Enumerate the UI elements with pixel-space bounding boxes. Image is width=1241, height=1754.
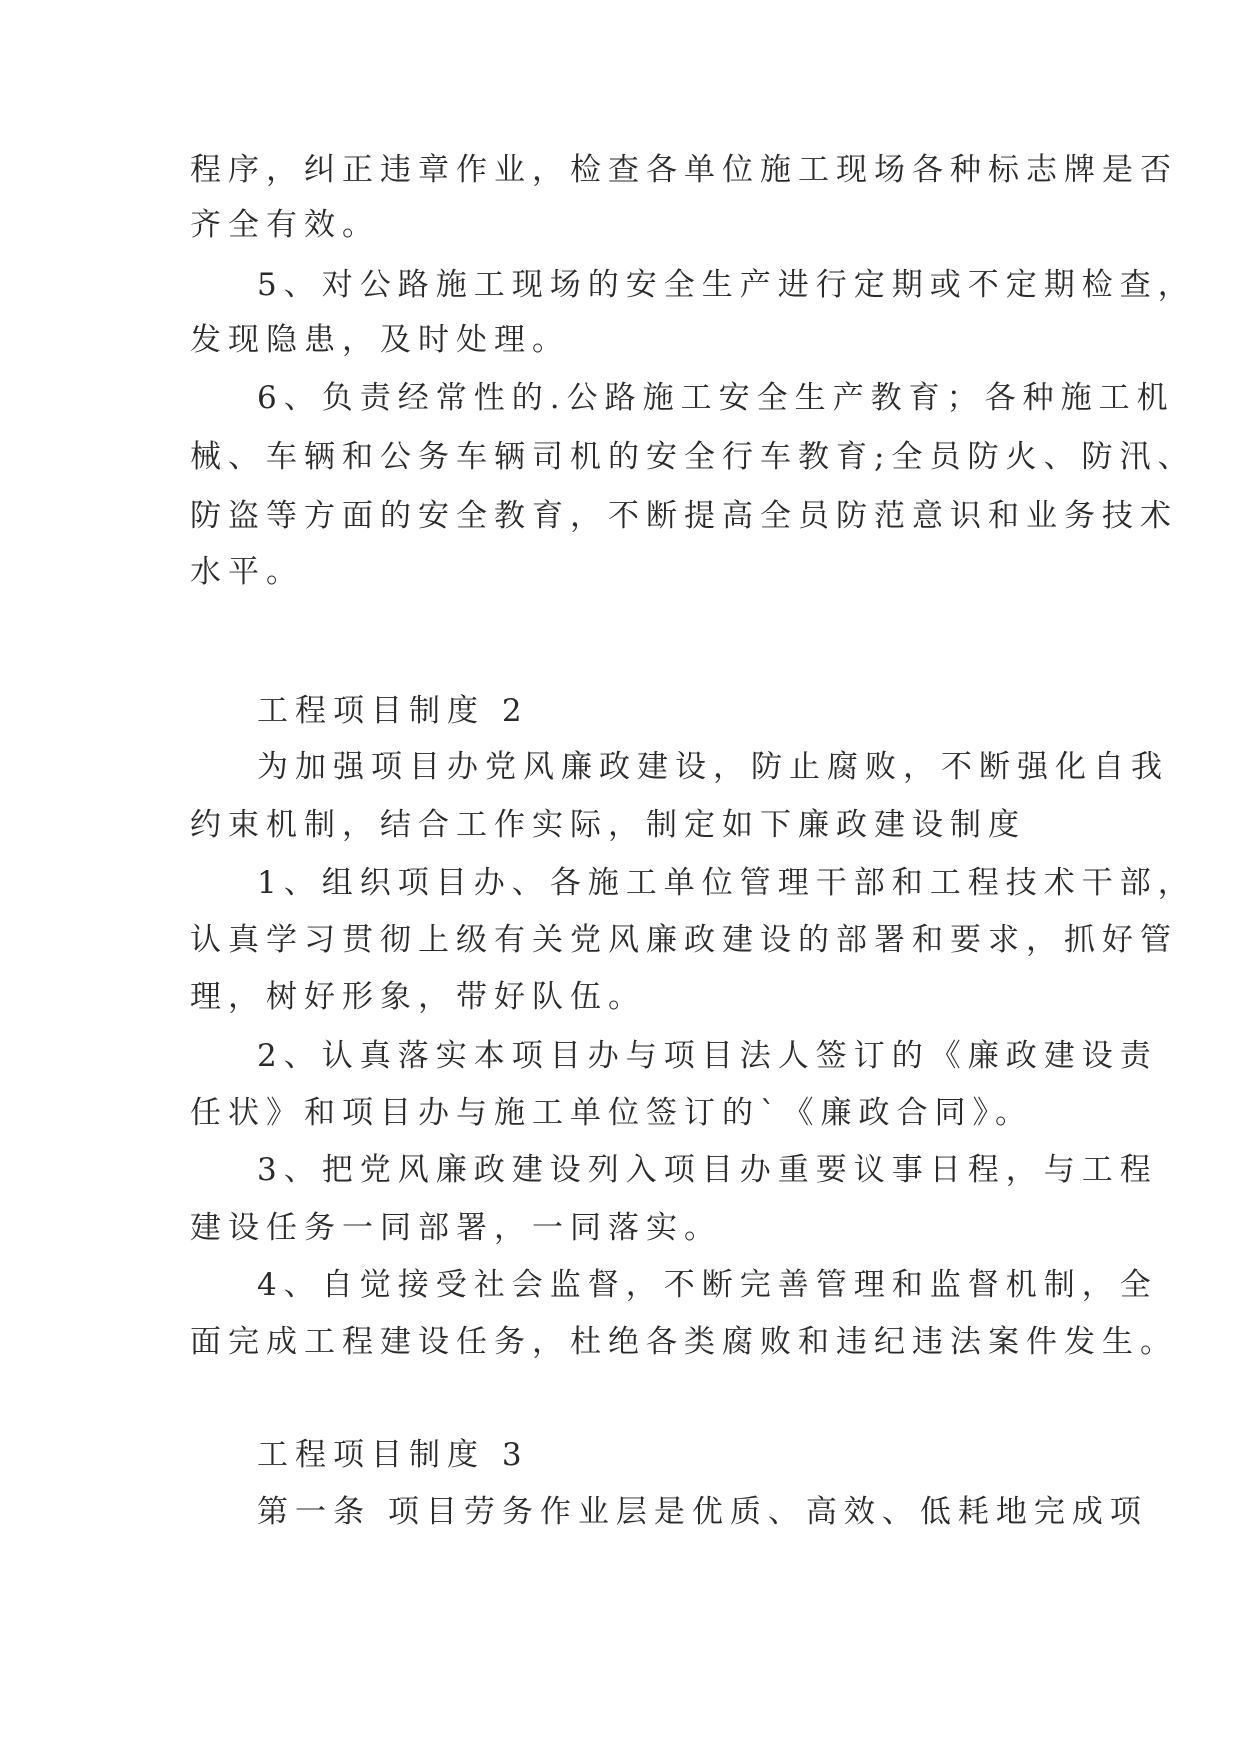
text-line: 齐全有效。 (190, 207, 380, 243)
text-line: 建设任务一同部署，一同落实。 (190, 1210, 722, 1246)
text-line: 2、认真落实本项目办与项目法人签订的《廉政建设责 (257, 1038, 1158, 1074)
text-line: 面完成工程建设任务，杜绝各类腐败和违纪违法案件发生。 (190, 1324, 1178, 1360)
text-line: 发现隐患，及时处理。 (190, 322, 570, 358)
text-line: 6、负责经常性的.公路施工安全生产教育；各种施工机 (257, 380, 1175, 416)
text-line: 1、组织项目办、各施工单位管理干部和工程技术干部， (257, 865, 1196, 901)
text-line: 防盗等方面的安全教育，不断提高全员防范意识和业务技术 (190, 498, 1178, 534)
text-line: 认真学习贯彻上级有关党风廉政建设的部署和要求，抓好管 (190, 922, 1178, 958)
section-heading: 工程项目制度 2 (257, 693, 529, 729)
text-line: 械、车辆和公务车辆司机的安全行车教育;全员防火、防汛、 (190, 439, 1196, 475)
text-line: 第一条 项目劳务作业层是优质、高效、低耗地完成项 (257, 1494, 1148, 1530)
text-line: 5、对公路施工现场的安全生产进行定期或不定期检查， (257, 267, 1196, 303)
text-line: 理，树好形象，带好队伍。 (190, 979, 646, 1015)
section-heading: 工程项目制度 3 (257, 1437, 529, 1473)
text-line: 程序，纠正违章作业，检查各单位施工现场各种标志牌是否 (190, 152, 1178, 188)
text-line: 为加强项目办党风廉政建设，防止腐败，不断强化自我 (257, 749, 1169, 785)
text-line: 3、把党风廉政建设列入项目办重要议事日程，与工程 (257, 1152, 1158, 1188)
text-line: 任状》和项目办与施工单位签订的`《廉政合同》。 (190, 1095, 1033, 1131)
text-line: 水平。 (190, 554, 304, 590)
text-line: 4、自觉接受社会监督，不断完善管理和监督机制，全 (257, 1267, 1158, 1303)
text-line: 约束机制，结合工作实际，制定如下廉政建设制度 (190, 807, 1026, 843)
